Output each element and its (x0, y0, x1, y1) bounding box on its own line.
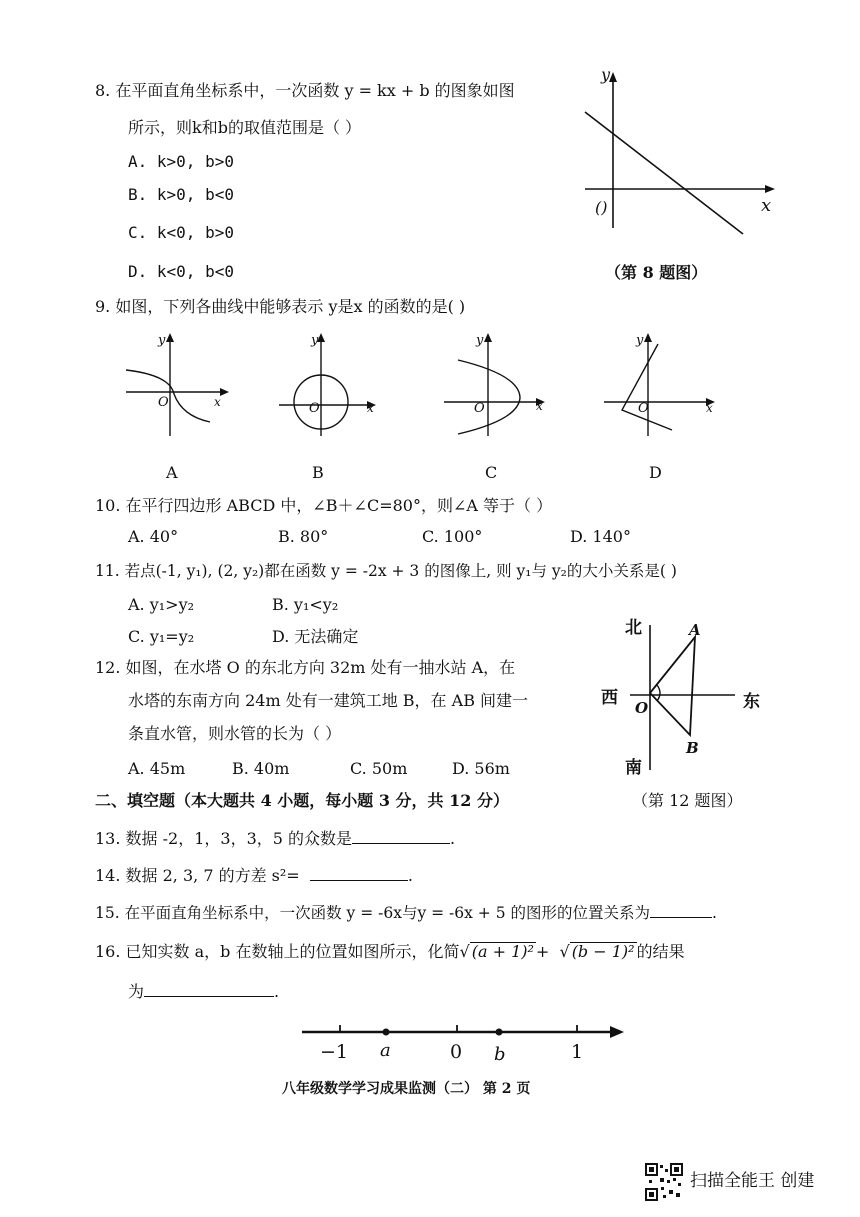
q12-point-b: B (686, 739, 699, 757)
q12-point-a: A (689, 621, 701, 639)
q15-end: . (712, 904, 717, 922)
q9-text: 9. 如图，下列各曲线中能够表示 y是x 的函数的是( ) (95, 297, 466, 316)
q16-number-line (298, 1018, 628, 1068)
q9-d-x: x (706, 401, 713, 415)
qr-code-icon (645, 1163, 683, 1201)
sqrt-sign-icon: √ (559, 942, 570, 961)
tick-label-a: a (380, 1040, 391, 1061)
q10-text: 10. 在平行四边形 ABCD 中，∠B＋∠C=80°，则∠A 等于（ ） (95, 496, 553, 515)
q15-answer-blank[interactable] (650, 901, 712, 918)
q16-answer-blank[interactable] (144, 980, 274, 997)
q15-text: 15. 在平面直角坐标系中，一次函数 y = -6x与y = -6x + 5 的图形的位置关系为 (95, 904, 651, 922)
q8-option-b: B. k>0, b<0 (128, 185, 234, 204)
q11-option-b: B. y₁<y₂ (272, 595, 339, 614)
q9-d-y: y (636, 333, 644, 348)
q12-caption: （第 12 题图） (632, 791, 743, 810)
q16-line2-text: 为 (128, 982, 145, 1001)
q16-end: . (274, 982, 280, 1001)
q12-option-b: B. 40m (232, 759, 290, 778)
q9-label-a: A (166, 463, 178, 482)
q10-option-d: D. 140° (570, 527, 631, 546)
q9-d-o: O (638, 401, 649, 416)
q13-text: 13. 数据 -2，1，3，3，5 的众数是 (95, 829, 353, 848)
q8-caption: （第 8 题图） (605, 263, 708, 282)
q12-figure (595, 615, 775, 778)
q11-option-a: A. y₁>y₂ (128, 595, 195, 614)
q8-fig-y-label: y (601, 65, 611, 84)
q12-option-d: D. 56m (452, 759, 510, 778)
page-footer: 八年级数学学习成果监测（二） 第 2 页 (282, 1081, 531, 1097)
q10-option-b: B. 80° (278, 527, 329, 546)
q9-b-x: x (367, 401, 374, 415)
q13 (95, 827, 455, 850)
watermark-text: 扫描全能王 创建 (690, 1171, 815, 1191)
q8-fig-origin-label: () (595, 198, 608, 217)
q9-b-y: y (311, 333, 319, 348)
q11-option-c: C. y₁=y₂ (128, 627, 195, 646)
q14-answer-blank[interactable] (310, 864, 408, 881)
q16-line2 (128, 980, 279, 1003)
tick-label-b: b (494, 1044, 506, 1065)
q16-sqrt1: (a + 1)² (471, 942, 534, 961)
q12-line3: 条直水管，则水管的长为（ ） (128, 724, 342, 743)
q12-east: 东 (743, 692, 760, 712)
q9-c-y: y (476, 333, 484, 348)
q16-tail: 的结果 (636, 942, 685, 961)
q9-c-x: x (536, 399, 543, 413)
q8-option-d: D. k<0, b<0 (128, 262, 234, 281)
q10-option-c: C. 100° (422, 527, 483, 546)
q9-graph-c (440, 330, 570, 440)
q14-text: 14. 数据 2, 3, 7 的方差 s²= (95, 866, 300, 885)
q12-south: 南 (625, 758, 642, 778)
q12-line1: 12. 如图，在水塔 O 的东北方向 32m 处有一抽水站 A，在 (95, 658, 516, 677)
q9-label-b: B (312, 463, 324, 482)
q13-end: . (450, 829, 456, 848)
q8-line1: 8. 在平面直角坐标系中，一次函数 y = kx + b 的图象如图 (95, 81, 515, 100)
q16-text: 16. 已知实数 a，b 在数轴上的位置如图所示，化简 (95, 942, 460, 961)
q9-label-d: D (649, 463, 662, 482)
q8-option-c: C. k<0, b>0 (128, 223, 234, 242)
q9-graph-b (275, 330, 405, 440)
q8-option-a: A. k>0, b>0 (128, 152, 234, 171)
q12-option-a: A. 45m (128, 759, 186, 778)
tick-label-neg1: −1 (320, 1041, 349, 1063)
q9-graph-d (600, 330, 730, 440)
q9-a-o: O (158, 395, 169, 410)
q13-answer-blank[interactable] (352, 827, 450, 844)
q9-label-c: C (485, 463, 498, 482)
q8-figure (575, 65, 775, 238)
q15 (95, 901, 717, 924)
q16-sqrt2: (b − 1)² (571, 942, 635, 961)
q8-fig-x-label: x (761, 195, 772, 216)
q9-b-o: O (309, 401, 320, 416)
q16-plus: + (535, 942, 550, 961)
q9-graph-a (122, 330, 252, 440)
q12-line2: 水塔的东南方向 24m 处有一建筑工地 B，在 AB 间建一 (128, 691, 529, 710)
q14 (95, 864, 413, 887)
q16-line1 (95, 941, 685, 963)
q9-c-o: O (474, 401, 485, 416)
q12-north: 北 (625, 618, 642, 638)
tick-label-0: 0 (450, 1041, 463, 1063)
q10-option-a: A. 40° (128, 527, 179, 546)
q12-west: 西 (601, 688, 618, 708)
q14-end: . (407, 866, 413, 885)
tick-label-1: 1 (571, 1041, 584, 1063)
q11-text: 11. 若点(-1, y₁), (2, y₂)都在函数 y = -2x + 3 的图像上, 则 y₁与 y₂的大小关系是( ) (95, 562, 677, 580)
q12-option-c: C. 50m (350, 759, 408, 778)
q9-a-y: y (158, 333, 166, 348)
q8-line2: 所示，则k和b的取值范围是（ ） (128, 118, 362, 137)
q9-a-x: x (214, 395, 221, 409)
section2-title: 二、填空题（本大题共 4 小题，每小题 3 分，共 12 分） (95, 791, 509, 810)
q11-option-d: D. 无法确定 (272, 627, 359, 646)
sqrt-sign-icon: √ (459, 942, 470, 961)
q12-point-o: O (635, 699, 649, 717)
